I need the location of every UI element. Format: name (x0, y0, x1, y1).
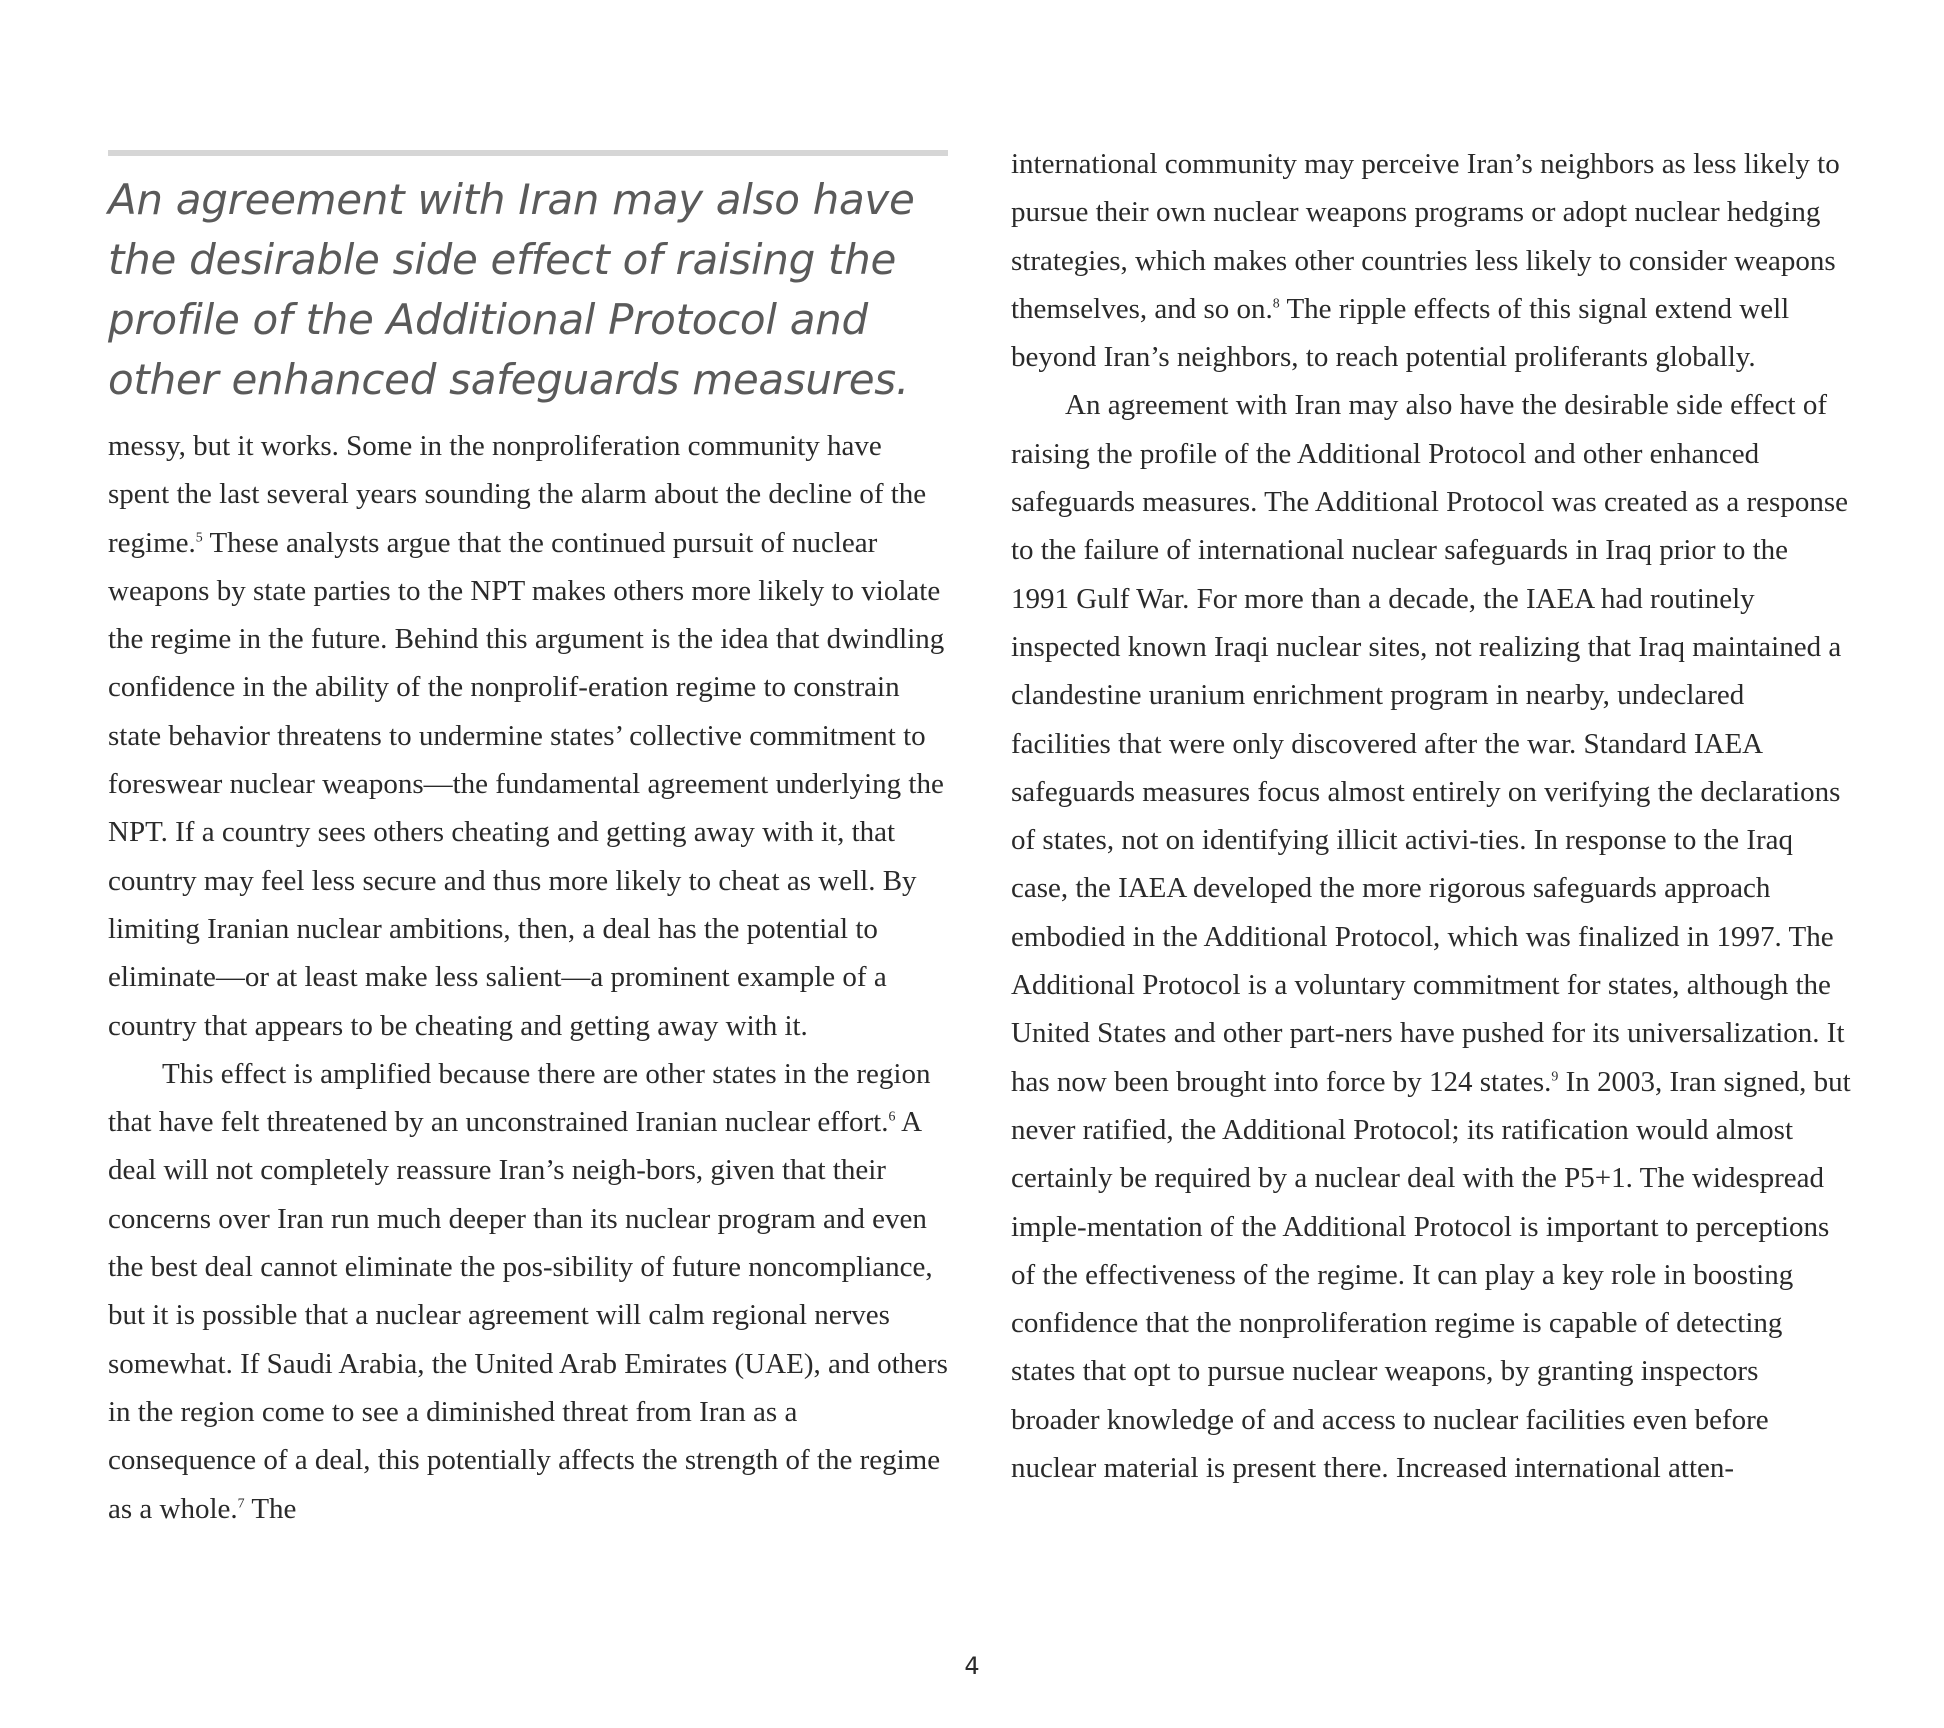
left-p1-text-b: These analysts argue that the continued pursuit of nuclear weapons by state parties to the NPT makes others more likely to violate the regime in the future. Behind this argument is the idea that dwindling confidence in the ability of the nonprolif-eration regime to constrain state behavior threatens to undermine states’ collective commitment to foreswear nuclear weapons—the fundamental agreement underlying the NPT. If a country sees others cheating and getting away with it, that country may feel less secure and thus more likely to cheat as well. By limiting Iranian nuclear ambitions, then, a deal has the potential to eliminate—or at least make less salient—a prominent example of a country that appears to be cheating and getting away with it. (108, 526, 945, 1042)
footnote-ref-8[interactable]: 8 (1272, 296, 1280, 312)
footnote-ref-6[interactable]: 6 (888, 1109, 896, 1125)
footnote-ref-9[interactable]: 9 (1551, 1069, 1559, 1085)
pull-quote: An agreement with Iran may also have the desirable side effect of raising the profile of the Additional Protocol and other enhanced safeguards measures. (108, 150, 948, 410)
left-column (108, 150, 948, 1533)
left-p2-text-b: A deal will not completely reassure Iran’s neigh-bors, given that their concerns over Iran run much deeper than its nuclear program and even the best deal cannot eliminate the pos-sibility of future noncompliance, but it is possible that a nuclear agreement will calm regional nerves somewhat. If Saudi Arabia, the United Arab Emirates (UAE), and others in the region come to see a diminished threat from Iran as a consequence of a deal, this potentially affects the strength of the regime as a whole. (108, 1106, 948, 1525)
page-number: 4 (964, 1652, 980, 1680)
footnote-ref-5[interactable]: 5 (195, 530, 203, 546)
left-p1-text-a: messy, but it works. Some in the nonproliferation community have spent the last several years sounding the alarm about the decline of the regime. (108, 430, 927, 559)
left-p2-text-c: The (244, 1492, 297, 1525)
right-paragraph-2 (1011, 381, 1851, 1492)
right-p2-text-b: In 2003, Iran signed, but never ratified, the Additional Protocol; its ratification would almost certainly be required by a nuclear deal with the P5+1. The widespread imple-mentation of the Additional Protocol is important to perceptions of the effectiveness of the regime. It can play a key role in boosting confidence that the nonproliferation regime is capable of detecting states that opt to pursue nuclear weapons, by granting inspectors broader knowledge of and access to nuclear facilities even before nuclear material is present there. Increased international atten- (1011, 1065, 1851, 1485)
right-column (1011, 140, 1851, 1492)
left-paragraph-1 (108, 422, 948, 1050)
left-p2-text-a: This effect is amplified because there are other states in the region that have felt threatened by an unconstrained Iranian nuclear effort. (108, 1057, 931, 1139)
right-paragraph-1 (1011, 140, 1851, 381)
right-p2-text-a: An agreement with Iran may also have the desirable side effect of raising the profile of the Additional Protocol and other enhanced safeguards measures. The Additional Protocol was created as a response to the failure of international nuclear safeguards in Iraq prior to the 1991 Gulf War. For more than a decade, the IAEA had routinely inspected known Iraqi nuclear sites, not realizing that Iraq maintained a clandestine uranium enrichment program in nearby, undeclared facilities that were only discovered after the war. Standard IAEA safeguards measures focus almost entirely on verifying the declarations of states, not on identifying illicit activi-ties. In response to the Iraq case, the IAEA developed the more rigorous safeguards approach embodied in the Additional Protocol, which was finalized in 1997. The Additional Protocol is a voluntary commitment for states, although the United States and other part-ners have pushed for its universalization. It has now been brought into force by 124 states. (1011, 389, 1848, 1098)
right-p1-text-a: international community may perceive Iran’s neighbors as less likely to pursue their own nuclear weapons programs or adopt nuclear hedging strategies, which makes other countries less likely to consider weapons themselves, and so on. (1011, 148, 1840, 325)
right-p1-text-b: The ripple effects of this signal extend well beyond Iran’s neighbors, to reach potential proliferants globally. (1011, 292, 1790, 374)
left-paragraph-2 (108, 1050, 948, 1533)
footnote-ref-7[interactable]: 7 (237, 1496, 245, 1512)
